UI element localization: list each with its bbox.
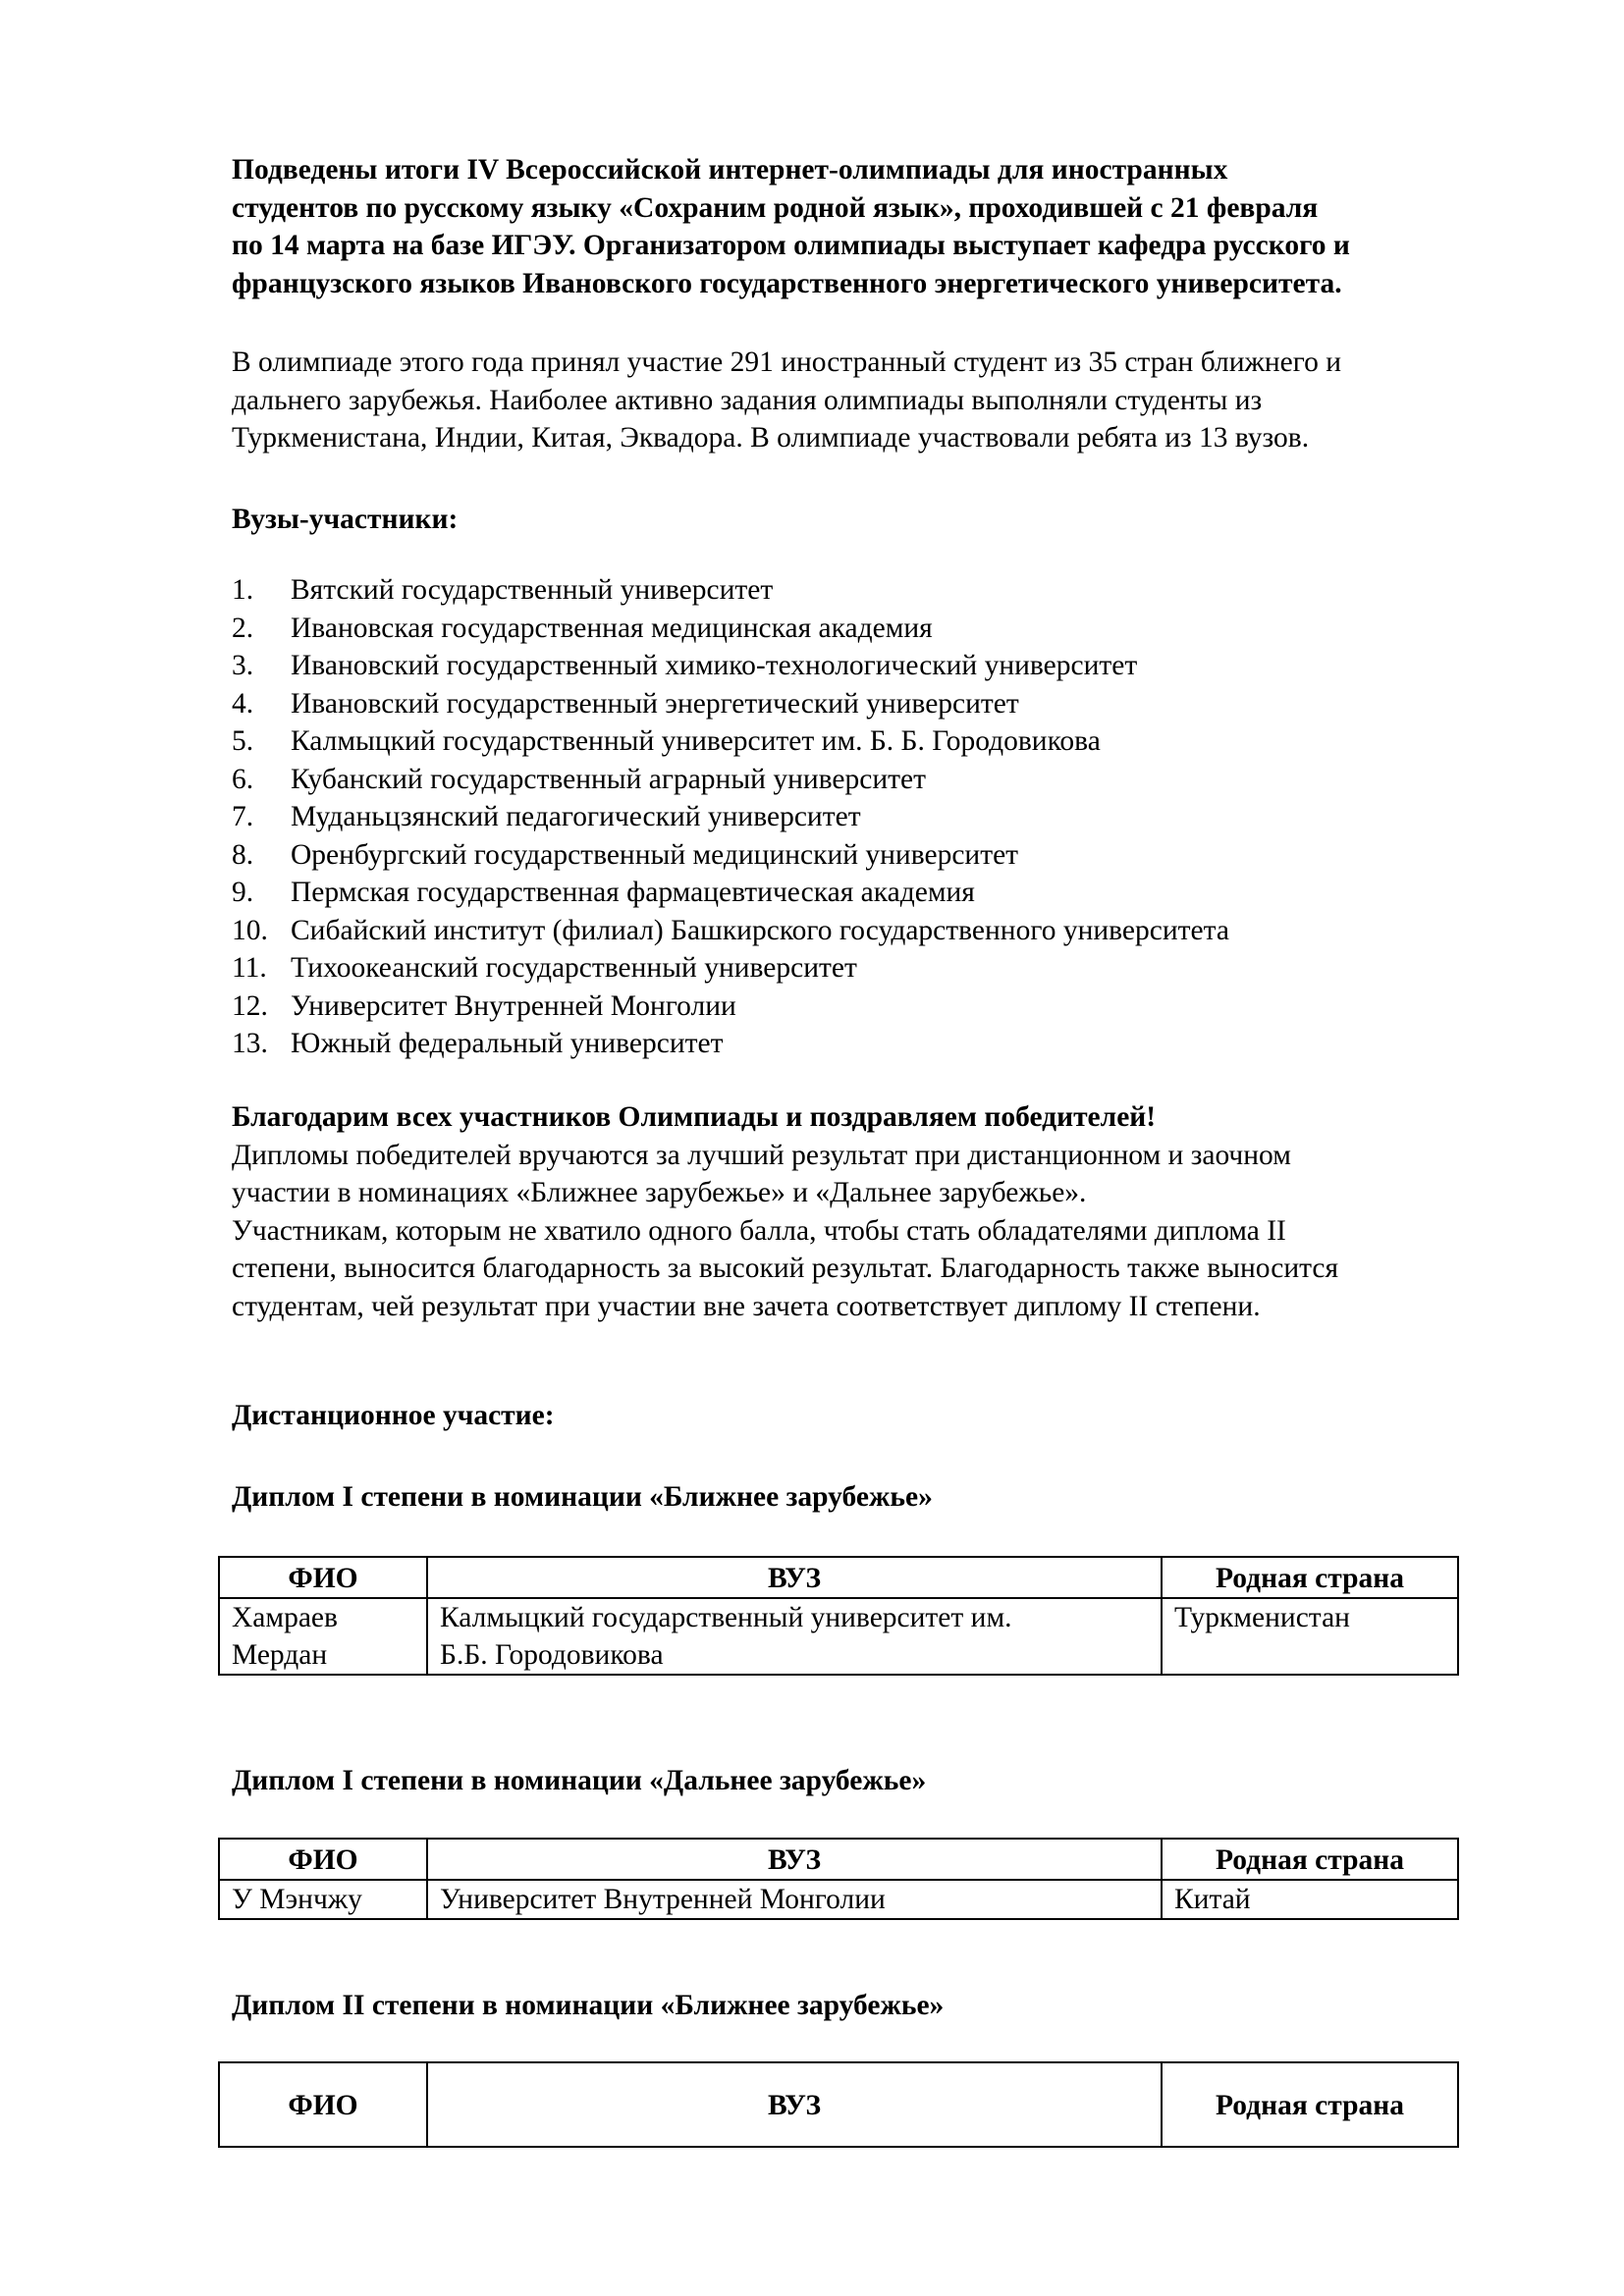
intro-line: студентов по русскому языку «Сохраним родной язык», проходившей с 21 февраля <box>232 191 1319 224</box>
country-cell: Китай <box>1162 1880 1458 1919</box>
stats-line: Туркменистана, Индии, Китая, Эквадора. В олимпиаде участвовали ребята из 13 вузов. <box>232 422 1310 454</box>
university-name: Пермская государственная фармацевтическая академия <box>291 877 975 908</box>
list-number: 4. <box>232 687 254 720</box>
table-header-row <box>219 2062 1458 2147</box>
vuz-line: Б.Б. Городовикова <box>440 1639 664 1671</box>
university-name: Университет Внутренней Монголии <box>291 989 736 1022</box>
fio-header: ФИО <box>219 1557 427 1598</box>
award-caption: Диплом II степени в номинации «Ближнее зарубежье» <box>232 1990 945 2021</box>
university-name: Муданьцзянский педагогический университет <box>291 801 861 832</box>
list-number: 3. <box>232 650 254 681</box>
award-table <box>218 2061 1459 2148</box>
intro-paragraph <box>232 151 1528 302</box>
table-row <box>219 1598 1458 1675</box>
thanks-line: степени, выносится благодарность за высокий результат. Благодарность также выносится <box>232 1253 1339 1284</box>
fio-header: ФИО <box>219 1839 427 1880</box>
university-name: Ивановский государственный энергетический университет <box>291 687 1019 720</box>
list-number: 2. <box>232 612 254 644</box>
fio-line: Хамраев <box>232 1602 338 1633</box>
vuz-cell: Университет Внутренней Монголии <box>427 1880 1162 1919</box>
list-number: 13. <box>232 1028 268 1059</box>
list-number: 11. <box>232 952 267 984</box>
list-number: 8. <box>232 838 254 871</box>
university-name: Вятский государственный университет <box>291 574 774 606</box>
country-cell: Туркменистан <box>1162 1598 1458 1675</box>
table-header-row <box>219 1839 1458 1880</box>
list-number: 7. <box>232 801 254 832</box>
university-name: Оренбургский государственный медицинский университет <box>291 838 1019 871</box>
thanks-line: Дипломы победителей вручаются за лучший результат при дистанционном и заочном <box>232 1139 1291 1171</box>
intro-line: по 14 марта на базе ИГЭУ. Организатором олимпиады выступает кафедра русского и <box>232 230 1350 261</box>
award-caption: Диплом I степени в номинации «Ближнее зарубежье» <box>232 1481 933 1513</box>
intro-line: французского языков Ивановского государственного энергетического университета. <box>232 267 1342 299</box>
country-header: Родная страна <box>1162 1557 1458 1598</box>
university-name: Тихоокеанский государственный университет <box>291 952 857 984</box>
list-number: 10. <box>232 914 268 946</box>
award-caption: Диплом I степени в номинации «Дальнее зарубежье» <box>232 1765 927 1796</box>
distance-section-heading: Дистанционное участие: <box>232 1400 555 1431</box>
fio-header: ФИО <box>219 2062 427 2147</box>
list-number: 1. <box>232 574 254 606</box>
university-name: Ивановская государственная медицинская академия <box>291 612 933 644</box>
list-number: 12. <box>232 989 268 1022</box>
stats-paragraph <box>232 344 1341 457</box>
award-table <box>218 1556 1459 1676</box>
university-name: Кубанский государственный аграрный университет <box>291 763 927 795</box>
thanks-line: Участникам, которым не хватило одного балла, чтобы стать обладателями диплома II <box>232 1214 1286 1247</box>
table-row <box>219 1880 1458 1919</box>
university-name: Сибайский институт (филиал) Башкирского государственного университета <box>291 914 1229 946</box>
universities-heading: Вузы-участники: <box>232 504 459 535</box>
thanks-line: участии в номинациях «Ближнее зарубежье» и «Дальнее зарубежье». <box>232 1177 1087 1208</box>
intro-line: Подведены итоги IV Всероссийской интернет-олимпиады для иностранных <box>232 154 1228 186</box>
country-header: Родная страна <box>1162 1839 1458 1880</box>
country-header: Родная страна <box>1162 2062 1458 2147</box>
fio-line: Мердан <box>232 1639 328 1671</box>
thanks-heading: Благодарим всех участников Олимпиады и поздравляем победителей! <box>232 1101 1157 1133</box>
fio-cell <box>219 1598 427 1675</box>
vuz-header: ВУЗ <box>427 2062 1162 2147</box>
thanks-line: студентам, чей результат при участии вне зачета соответствует диплому II степени. <box>232 1290 1261 1322</box>
award-table <box>218 1838 1459 1920</box>
vuz-cell <box>427 1598 1162 1675</box>
list-number: 5. <box>232 725 254 757</box>
vuz-header: ВУЗ <box>427 1557 1162 1598</box>
university-name: Южный федеральный университет <box>291 1028 724 1059</box>
fio-cell: У Мэнчжу <box>219 1880 427 1919</box>
vuz-header: ВУЗ <box>427 1839 1162 1880</box>
stats-line: дальнего зарубежья. Наиболее активно задания олимпиады выполняли студенты из <box>232 384 1263 416</box>
list-number: 9. <box>232 877 254 908</box>
vuz-line: Калмыцкий государственный университет им. <box>440 1602 1012 1633</box>
table-header-row <box>219 1557 1458 1598</box>
stats-line: В олимпиаде этого года принял участие 291 иностранный студент из 35 стран ближнего и <box>232 347 1342 378</box>
list-number: 6. <box>232 763 254 795</box>
university-name: Калмыцкий государственный университет им. Б. Б. Городовикова <box>291 725 1101 757</box>
thanks-paragraph <box>232 1098 1338 1325</box>
university-name: Ивановский государственный химико-технологический университет <box>291 650 1138 681</box>
